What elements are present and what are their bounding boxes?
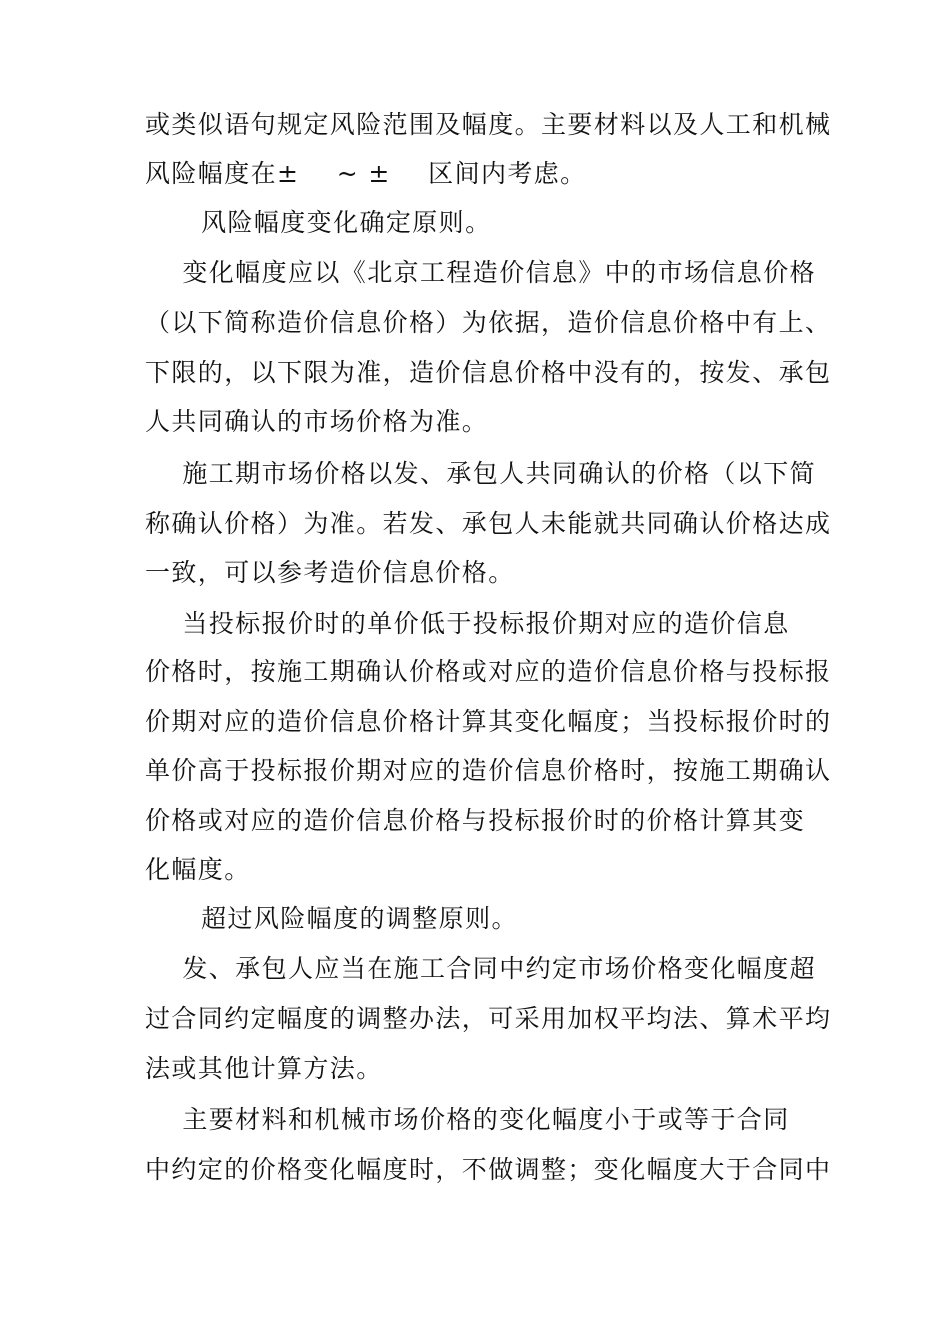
- section-heading: 风险幅度变化确定原则。: [145, 208, 492, 237]
- text-line: 法或其他计算方法。: [145, 1054, 383, 1083]
- text-line: 人共同确认的市场价格为准。: [145, 407, 489, 436]
- text-line: （以下简称造价信息价格）为依据，造价信息价格中有上、: [145, 308, 832, 337]
- text-line: 称确认价格）为准。若发、承包人未能就共同确认价格达成: [145, 509, 832, 538]
- text-line: 下限的，以下限为准，造价信息价格中没有的，按发、承包: [145, 358, 832, 387]
- text-line: 风险幅度在± ~ ± 区间内考虑。: [145, 159, 587, 188]
- text-line: 发、承包人应当在施工合同中约定市场价格变化幅度超: [145, 954, 816, 983]
- text-line: 主要材料和机械市场价格的变化幅度小于或等于合同: [145, 1105, 790, 1134]
- text-line: 变化幅度应以《北京工程造价信息》中的市场信息价格: [145, 258, 816, 287]
- text-line: 价格或对应的造价信息价格与投标报价时的价格计算其变: [145, 806, 806, 835]
- text-line: 价格时，按施工期确认价格或对应的造价信息价格与投标报: [145, 657, 832, 686]
- text-line: 化幅度。: [145, 855, 251, 884]
- section-heading: 超过风险幅度的调整原则。: [145, 904, 518, 933]
- text-line: 当投标报价时的单价低于投标报价期对应的造价信息: [145, 609, 790, 638]
- text-line: 过合同约定幅度的调整办法，可采用加权平均法、算术平均: [145, 1004, 832, 1033]
- text-line: 一致，可以参考造价信息价格。: [145, 558, 515, 587]
- text-line: 单价高于投标报价期对应的造价信息价格时，按施工期确认: [145, 756, 832, 785]
- text-line: 中约定的价格变化幅度时，不做调整；变化幅度大于合同中: [145, 1155, 832, 1184]
- text-line: 或类似语句规定风险范围及幅度。主要材料以及人工和机械: [145, 110, 832, 139]
- text-line: 价期对应的造价信息价格计算其变化幅度；当投标报价时的: [145, 707, 832, 736]
- text-line: 施工期市场价格以发、承包人共同确认的价格（以下简: [145, 459, 816, 488]
